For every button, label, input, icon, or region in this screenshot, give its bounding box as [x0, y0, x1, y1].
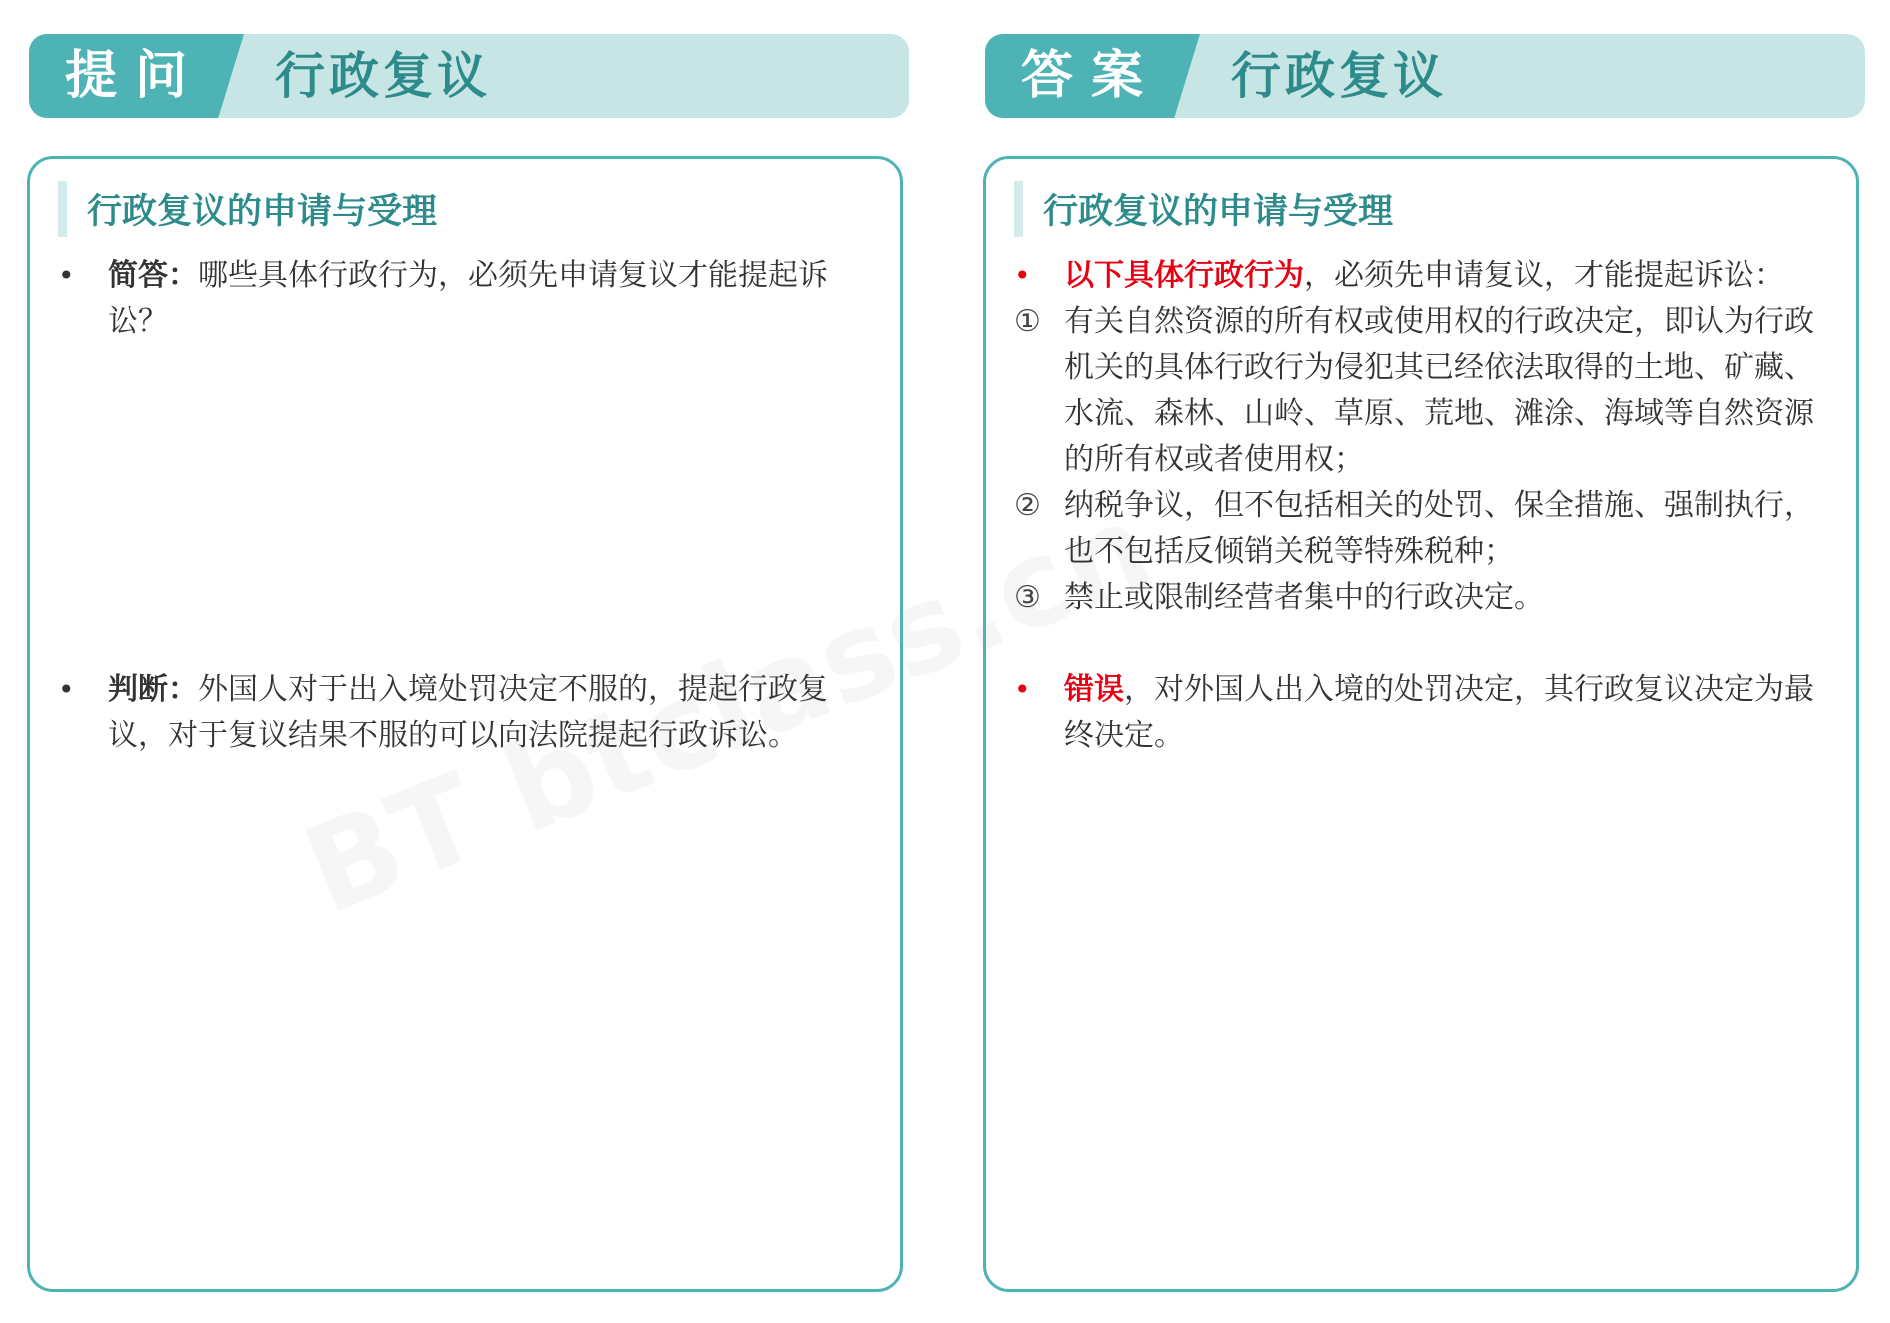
answer-section-heading [1014, 181, 1393, 237]
answer-card [983, 156, 1859, 1292]
circled-number: ② [1014, 488, 1041, 523]
section-accent-bar [58, 181, 67, 237]
answer-highlight: 错误 [1064, 672, 1124, 707]
answer-item-1 [1014, 253, 1838, 299]
circled-number: ① [1014, 304, 1041, 339]
question-item-judgment [58, 667, 882, 759]
question-body: 哪些具体行政行为，必须先申请复议才能提起诉讼？ [108, 258, 828, 339]
question-text [108, 667, 882, 759]
answer-body: ，必须先申请复议，才能提起诉讼： [1304, 258, 1784, 293]
answer-text [1064, 667, 1838, 759]
answer-subitem-3 [1014, 575, 1838, 621]
answer-highlight: 以下具体行政行为 [1064, 258, 1304, 293]
bullet-icon: • [58, 673, 75, 706]
answer-subitem-2 [1014, 483, 1838, 575]
question-tag: 提问 [65, 46, 206, 106]
answer-tag: 答案 [1021, 46, 1162, 106]
question-label: 判断： [108, 672, 198, 707]
answer-banner [985, 34, 1865, 118]
question-banner-title: 行政复议 [275, 47, 491, 105]
question-label: 简答： [108, 258, 198, 293]
answer-subitem-text: 有关自然资源的所有权或使用权的行政决定，即认为行政机关的具体行政行为侵犯其已经依法取得的土地、矿藏、水流、森林、山岭、草原、荒地、滩涂、海域等自然资源的所有权或者使用权； [1064, 304, 1814, 477]
question-item-short-answer [58, 253, 882, 345]
answer-subitem-text: 纳税争议，但不包括相关的处罚、保全措施、强制执行，也不包括反倾销关税等特殊税种； [1064, 488, 1814, 569]
answer-subitem-1 [1014, 299, 1838, 483]
question-banner [29, 34, 909, 118]
answer-text [1064, 253, 1838, 299]
answer-item-2 [1014, 667, 1838, 759]
answer-banner-title: 行政复议 [1231, 47, 1447, 105]
answer-body: ，对外国人出入境的处罚决定，其行政复议决定为最终决定。 [1064, 672, 1814, 753]
question-section-heading [58, 181, 437, 237]
question-text [108, 253, 882, 345]
answer-subitem-text: 禁止或限制经营者集中的行政决定。 [1064, 580, 1544, 615]
section-accent-bar [1014, 181, 1023, 237]
bullet-icon: • [1014, 259, 1031, 292]
circled-number: ③ [1014, 580, 1041, 615]
question-card [27, 156, 903, 1292]
question-body: 外国人对于出入境处罚决定不服的，提起行政复议，对于复议结果不服的可以向法院提起行政诉讼。 [108, 672, 828, 753]
bullet-icon: • [1014, 673, 1031, 706]
bullet-icon: • [58, 259, 75, 292]
question-section-title: 行政复议的申请与受理 [87, 192, 438, 232]
answer-section-title: 行政复议的申请与受理 [1043, 192, 1394, 232]
